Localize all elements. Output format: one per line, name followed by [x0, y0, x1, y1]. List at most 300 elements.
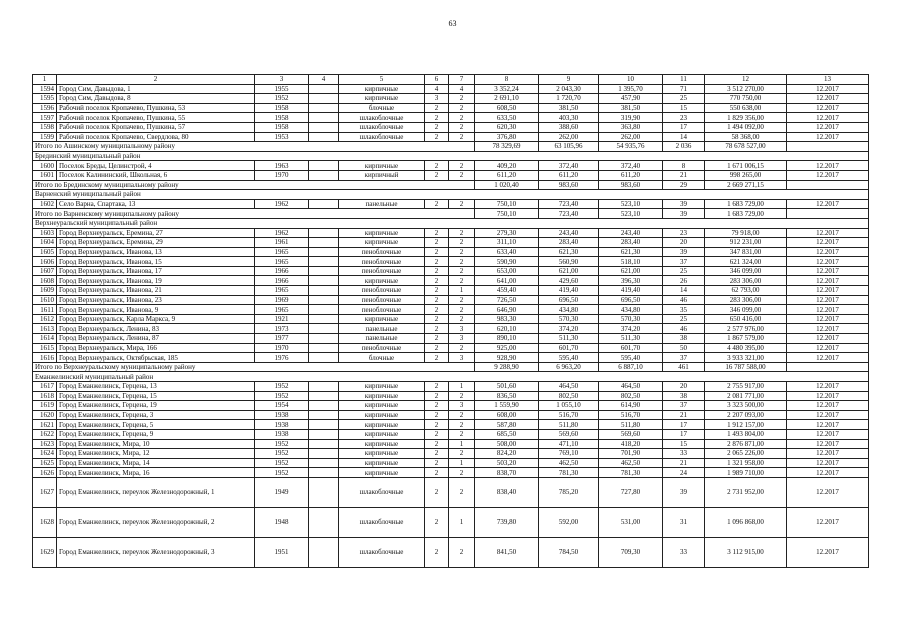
table-cell: 785,20	[539, 477, 599, 507]
table-cell: 601,70	[539, 343, 599, 353]
table-cell: 381,50	[599, 103, 663, 113]
table-cell: 723,40	[539, 199, 599, 209]
table-row	[33, 429, 869, 439]
table-cell: 71	[663, 84, 705, 94]
table-cell: 363,80	[599, 122, 663, 132]
table-cell: 12.2017	[787, 266, 869, 276]
column-number-cell: 7	[449, 75, 475, 85]
table-cell: 1976	[255, 353, 309, 363]
table-cell: Поселок Бреды, Целинстрой, 4	[57, 161, 255, 171]
table-cell: 2	[425, 238, 449, 248]
total-cell: 2 669 271,15	[705, 180, 787, 190]
table-cell: пеноблочные	[339, 295, 425, 305]
table-cell	[309, 266, 339, 276]
table-cell: 653,00	[475, 266, 539, 276]
table-row	[33, 257, 869, 267]
table-row	[33, 449, 869, 459]
table-cell: 511,30	[539, 334, 599, 344]
table-cell: 2	[425, 449, 449, 459]
table-cell: кирпичные	[339, 439, 425, 449]
table-row	[33, 507, 869, 537]
table-cell: 2	[425, 382, 449, 392]
table-row	[33, 295, 869, 305]
district-total-label: Итого по Верхнеуральскому муниципальному району	[33, 362, 475, 372]
table-cell: 608,50	[475, 103, 539, 113]
table-cell: 560,90	[539, 257, 599, 267]
table-row	[33, 113, 869, 123]
total-cell: 1 683 729,00	[705, 209, 787, 219]
table-cell: пеноблочные	[339, 343, 425, 353]
table-cell	[309, 286, 339, 296]
table-cell: 614,90	[599, 401, 663, 411]
table-cell: 836,50	[475, 391, 539, 401]
table-cell: 12.2017	[787, 257, 869, 267]
table-cell: 1 867 579,00	[705, 334, 787, 344]
table-row	[33, 439, 869, 449]
table-row	[33, 305, 869, 315]
table-cell	[309, 113, 339, 123]
table-cell: шлакоблочные	[339, 132, 425, 142]
table-cell: 38	[663, 334, 705, 344]
table-cell: 1952	[255, 449, 309, 459]
table-cell: 2	[425, 391, 449, 401]
table-cell: 709,30	[599, 537, 663, 567]
table-cell: 23	[663, 228, 705, 238]
table-cell	[309, 247, 339, 257]
table-cell: 1612	[33, 314, 57, 324]
table-cell: 1952	[255, 439, 309, 449]
table-cell: 283 306,00	[705, 295, 787, 305]
table-row	[33, 343, 869, 353]
table-cell: 434,80	[539, 305, 599, 315]
table-cell: 12.2017	[787, 305, 869, 315]
table-cell: 633,40	[475, 247, 539, 257]
table-cell: 12.2017	[787, 199, 869, 209]
table-cell: 1	[449, 507, 475, 537]
district-section-row	[33, 218, 869, 228]
table-cell: кирпичные	[339, 468, 425, 478]
table-cell: пеноблочные	[339, 305, 425, 315]
table-cell: 283,40	[599, 238, 663, 248]
table-cell: 1 720,70	[539, 94, 599, 104]
table-cell: 3 323 500,00	[705, 401, 787, 411]
total-cell: 9 288,90	[475, 362, 539, 372]
table-cell: 2	[425, 286, 449, 296]
table-cell: 12.2017	[787, 382, 869, 392]
table-cell: 12.2017	[787, 103, 869, 113]
table-row	[33, 468, 869, 478]
table-cell: 2 207 093,00	[705, 410, 787, 420]
table-cell: 12.2017	[787, 429, 869, 439]
district-total-label: Итого по Варненскому муниципальному району	[33, 209, 475, 219]
table-cell: 3	[449, 324, 475, 334]
table-cell: 2	[449, 170, 475, 180]
table-cell: Город Еманжелинск, Герцена, 5	[57, 420, 255, 430]
table-cell: 12.2017	[787, 113, 869, 123]
table-cell: 1966	[255, 266, 309, 276]
table-cell: 511,80	[539, 420, 599, 430]
table-cell: 79 918,00	[705, 228, 787, 238]
table-cell: кирпичные	[339, 228, 425, 238]
table-row	[33, 122, 869, 132]
table-cell: 1948	[255, 507, 309, 537]
table-row	[33, 458, 869, 468]
table-cell: 2	[449, 305, 475, 315]
table-cell: 12.2017	[787, 324, 869, 334]
table-cell	[309, 429, 339, 439]
table-cell: 283,40	[539, 238, 599, 248]
table-cell: 2	[449, 103, 475, 113]
table-cell: шлакоблочные	[339, 537, 425, 567]
table-cell: 590,90	[475, 257, 539, 267]
total-cell: 723,40	[539, 209, 599, 219]
table-cell	[309, 84, 339, 94]
table-cell: 516,70	[539, 410, 599, 420]
table-row	[33, 199, 869, 209]
table-cell: кирпичные	[339, 161, 425, 171]
table-cell: 2	[425, 113, 449, 123]
table-cell: 2 755 917,00	[705, 382, 787, 392]
table-cell: 2	[449, 468, 475, 478]
table-cell: 2	[425, 537, 449, 567]
table-cell: 1970	[255, 343, 309, 353]
table-cell: 2	[449, 276, 475, 286]
table-cell	[309, 170, 339, 180]
table-cell: 12.2017	[787, 295, 869, 305]
table-cell: Город Верхнеуральск, Иванова, 13	[57, 247, 255, 257]
table-cell: Город Верхнеуральск, Еремина, 29	[57, 238, 255, 248]
table-cell: 1597	[33, 113, 57, 123]
table-cell: 1594	[33, 84, 57, 94]
table-cell: Город Верхнеуральск, Ленина, 83	[57, 324, 255, 334]
table-cell: 3 352,24	[475, 84, 539, 94]
table-cell: 37	[663, 401, 705, 411]
table-cell: 925,00	[475, 343, 539, 353]
table-cell: 2	[449, 295, 475, 305]
table-cell: Город Еманжелинск, Мира, 14	[57, 458, 255, 468]
table-cell: 501,60	[475, 382, 539, 392]
table-cell: 633,50	[475, 113, 539, 123]
table-row	[33, 324, 869, 334]
table-cell: 396,30	[599, 276, 663, 286]
column-number-cell: 3	[255, 75, 309, 85]
table-cell: 621,30	[539, 247, 599, 257]
table-cell: 998 265,00	[705, 170, 787, 180]
table-cell: 21	[663, 410, 705, 420]
table-row	[33, 170, 869, 180]
district-total-row	[33, 209, 869, 219]
table-cell: шлакоблочные	[339, 122, 425, 132]
table-cell: 1969	[255, 295, 309, 305]
table-cell: 570,30	[599, 314, 663, 324]
column-number-cell: 9	[539, 75, 599, 85]
table-cell: 620,30	[475, 122, 539, 132]
table-cell: 14	[663, 132, 705, 142]
table-cell: 890,10	[475, 334, 539, 344]
table-cell: 1599	[33, 132, 57, 142]
table-cell: 1961	[255, 238, 309, 248]
table-cell: 611,20	[475, 170, 539, 180]
table-cell: 31	[663, 507, 705, 537]
table-cell: Город Верхнеуральск, Еремина, 27	[57, 228, 255, 238]
table-cell: 2	[449, 537, 475, 567]
table-cell: 2	[449, 449, 475, 459]
table-cell: 1955	[255, 84, 309, 94]
table-cell: Город Еманжелинск, переулок Железнодорожный, 3	[57, 537, 255, 567]
table-cell: 2	[449, 238, 475, 248]
table-cell: 12.2017	[787, 334, 869, 344]
table-cell	[309, 420, 339, 430]
table-cell: 1938	[255, 420, 309, 430]
page-number: 63	[448, 19, 457, 28]
district-total-row	[33, 362, 869, 372]
district-name: Варненский муниципальный район	[33, 190, 869, 200]
table-cell	[309, 391, 339, 401]
table-cell: Город Еманжелинск, Мира, 10	[57, 439, 255, 449]
table-cell: 2	[425, 247, 449, 257]
table-cell: 12.2017	[787, 353, 869, 363]
table-cell: 518,10	[599, 257, 663, 267]
table-cell: 62 793,00	[705, 286, 787, 296]
table-cell: пеноблочные	[339, 257, 425, 267]
table-cell	[309, 343, 339, 353]
table-cell: шлакоблочные	[339, 477, 425, 507]
table-cell: кирпичные	[339, 276, 425, 286]
table-cell: 283 306,00	[705, 276, 787, 286]
table-row	[33, 334, 869, 344]
table-cell	[309, 122, 339, 132]
table-cell: 595,40	[539, 353, 599, 363]
table-cell: 1	[449, 286, 475, 296]
table-cell: 1615	[33, 343, 57, 353]
table-cell: шлакоблочные	[339, 507, 425, 537]
table-cell: 750,10	[475, 199, 539, 209]
table-cell: 17	[663, 122, 705, 132]
table-cell: 2 577 976,00	[705, 324, 787, 334]
table-cell: 1952	[255, 94, 309, 104]
table-cell: 25	[663, 266, 705, 276]
table-cell: 346 099,00	[705, 305, 787, 315]
table-cell: 1614	[33, 334, 57, 344]
table-cell: Город Сим, Давыдова, 1	[57, 84, 255, 94]
table-cell	[309, 458, 339, 468]
table-cell: 4	[449, 84, 475, 94]
table-cell: 1958	[255, 103, 309, 113]
table-cell: 1620	[33, 410, 57, 420]
table-cell: 12.2017	[787, 238, 869, 248]
table-cell: 1966	[255, 276, 309, 286]
table-cell: блочные	[339, 353, 425, 363]
table-cell: 1 055,10	[539, 401, 599, 411]
table-cell: 824,20	[475, 449, 539, 459]
table-cell: 3 112 915,00	[705, 537, 787, 567]
table-cell: 1962	[255, 199, 309, 209]
table-cell: 1598	[33, 122, 57, 132]
column-number-cell: 1	[33, 75, 57, 85]
table-cell: 403,30	[539, 113, 599, 123]
table-cell: 1 559,90	[475, 401, 539, 411]
total-cell	[787, 362, 869, 372]
table-cell: 39	[663, 247, 705, 257]
table-cell: 419,40	[599, 286, 663, 296]
table-cell: 12.2017	[787, 276, 869, 286]
table-cell: кирпичные	[339, 238, 425, 248]
table-cell: Рабочий поселок Кропачево, Свердлова, 80	[57, 132, 255, 142]
table-cell	[309, 537, 339, 567]
table-cell: 12.2017	[787, 94, 869, 104]
table-cell: 1604	[33, 238, 57, 248]
table-cell: Город Верхнеуральск, Мира, 166	[57, 343, 255, 353]
table-cell: 20	[663, 382, 705, 392]
table-cell	[309, 401, 339, 411]
table-cell: Город Верхнеуральск, Иванова, 17	[57, 266, 255, 276]
table-cell: 12.2017	[787, 410, 869, 420]
table-row	[33, 537, 869, 567]
table-cell: Город Еманжелинск, Герцена, 9	[57, 429, 255, 439]
table-row	[33, 382, 869, 392]
table-cell: 1617	[33, 382, 57, 392]
table-cell: 39	[663, 199, 705, 209]
table-cell: 2 081 771,00	[705, 391, 787, 401]
table-cell: 508,00	[475, 439, 539, 449]
table-cell: 38	[663, 391, 705, 401]
table-cell: 608,00	[475, 410, 539, 420]
table-cell: 646,90	[475, 305, 539, 315]
district-total-label: Итого по Ашинскому муниципальному району	[33, 142, 475, 152]
table-cell: 2	[449, 113, 475, 123]
table-cell: 701,90	[599, 449, 663, 459]
table-cell: 739,80	[475, 507, 539, 537]
table-cell	[309, 449, 339, 459]
table-row	[33, 410, 869, 420]
total-cell: 523,10	[599, 209, 663, 219]
table-cell: Город Еманжелинск, Мира, 12	[57, 449, 255, 459]
total-cell: 6 963,20	[539, 362, 599, 372]
table-cell: 46	[663, 324, 705, 334]
table-cell: 33	[663, 537, 705, 567]
district-name: Верхнеуральский муниципальный район	[33, 218, 869, 228]
table-cell: 1603	[33, 228, 57, 238]
table-cell: 1 829 356,00	[705, 113, 787, 123]
table-cell: 2	[449, 314, 475, 324]
table-cell	[309, 477, 339, 507]
table-cell: 4	[425, 84, 449, 94]
table-cell: 1625	[33, 458, 57, 468]
table-cell: 1953	[255, 132, 309, 142]
table-cell: Село Варна, Спартака, 13	[57, 199, 255, 209]
table-cell: 641,00	[475, 276, 539, 286]
table-cell: 1 912 157,00	[705, 420, 787, 430]
table-cell: 1954	[255, 401, 309, 411]
table-cell: 12.2017	[787, 391, 869, 401]
table-cell: Город Еманжелинск, Мира, 16	[57, 468, 255, 478]
total-cell: 54 935,76	[599, 142, 663, 152]
table-row	[33, 314, 869, 324]
table-cell: 1952	[255, 468, 309, 478]
table-cell: 1605	[33, 247, 57, 257]
table-cell: 1958	[255, 122, 309, 132]
table-cell: 3	[425, 94, 449, 104]
table-row	[33, 266, 869, 276]
table-cell: 1 494 092,00	[705, 122, 787, 132]
table-cell: 2	[449, 266, 475, 276]
table-cell: 14	[663, 286, 705, 296]
table-cell	[309, 257, 339, 267]
table-cell: 1616	[33, 353, 57, 363]
table-cell: 374,20	[599, 324, 663, 334]
table-cell: 58 368,00	[705, 132, 787, 142]
table-cell: 35	[663, 305, 705, 315]
table-cell: кирпичные	[339, 382, 425, 392]
table-cell: 462,50	[599, 458, 663, 468]
table-cell: 2	[425, 199, 449, 209]
table-cell: 17	[663, 420, 705, 430]
table-cell: 1618	[33, 391, 57, 401]
table-cell: Город Еманжелинск, Герцена, 13	[57, 382, 255, 392]
table-cell	[309, 103, 339, 113]
table-cell: Город Верхнеуральск, Иванова, 9	[57, 305, 255, 315]
table-cell: 12.2017	[787, 132, 869, 142]
table-row	[33, 84, 869, 94]
table-cell: 12.2017	[787, 507, 869, 537]
table-cell: 1938	[255, 429, 309, 439]
table-cell: 12.2017	[787, 420, 869, 430]
table-cell: 511,30	[599, 334, 663, 344]
table-cell: 1602	[33, 199, 57, 209]
table-cell: 2	[425, 458, 449, 468]
table-cell: 2	[425, 353, 449, 363]
table-cell: 983,30	[475, 314, 539, 324]
total-cell: 2 036	[663, 142, 705, 152]
table-cell: 4 480 395,00	[705, 343, 787, 353]
table-cell: 569,60	[599, 429, 663, 439]
table-cell: 15	[663, 103, 705, 113]
table-cell: 1 683 729,00	[705, 199, 787, 209]
table-cell: 459,40	[475, 286, 539, 296]
table-cell: 2	[449, 257, 475, 267]
table-cell: 46	[663, 295, 705, 305]
table-cell: 516,70	[599, 410, 663, 420]
table-cell: 2 691,10	[475, 94, 539, 104]
table-cell: 531,00	[599, 507, 663, 537]
column-number-cell: 8	[475, 75, 539, 85]
table-cell: 12.2017	[787, 228, 869, 238]
table-cell: 12.2017	[787, 161, 869, 171]
table-cell: 696,50	[599, 295, 663, 305]
table-cell: 1965	[255, 286, 309, 296]
table-cell: 770 750,00	[705, 94, 787, 104]
table-cell: 1606	[33, 257, 57, 267]
table-cell: 376,80	[475, 132, 539, 142]
table-cell: 1607	[33, 266, 57, 276]
table-cell: 12.2017	[787, 439, 869, 449]
table-cell: кирпичные	[339, 94, 425, 104]
table-cell: шлакоблочные	[339, 113, 425, 123]
table-cell: Поселок Калининский, Школьная, 6	[57, 170, 255, 180]
table-cell: 1949	[255, 477, 309, 507]
table-cell: 24	[663, 468, 705, 478]
table-cell: 1629	[33, 537, 57, 567]
table-row	[33, 401, 869, 411]
table-cell: Город Еманжелинск, переулок Железнодорожный, 1	[57, 477, 255, 507]
table-cell: кирпичные	[339, 458, 425, 468]
table-cell: 1952	[255, 458, 309, 468]
total-cell: 29	[663, 180, 705, 190]
table-cell: 2	[425, 266, 449, 276]
table-cell: 2	[449, 420, 475, 430]
table-cell: Город Верхнеуральск, Иванова, 15	[57, 257, 255, 267]
total-cell: 16 787 588,00	[705, 362, 787, 372]
